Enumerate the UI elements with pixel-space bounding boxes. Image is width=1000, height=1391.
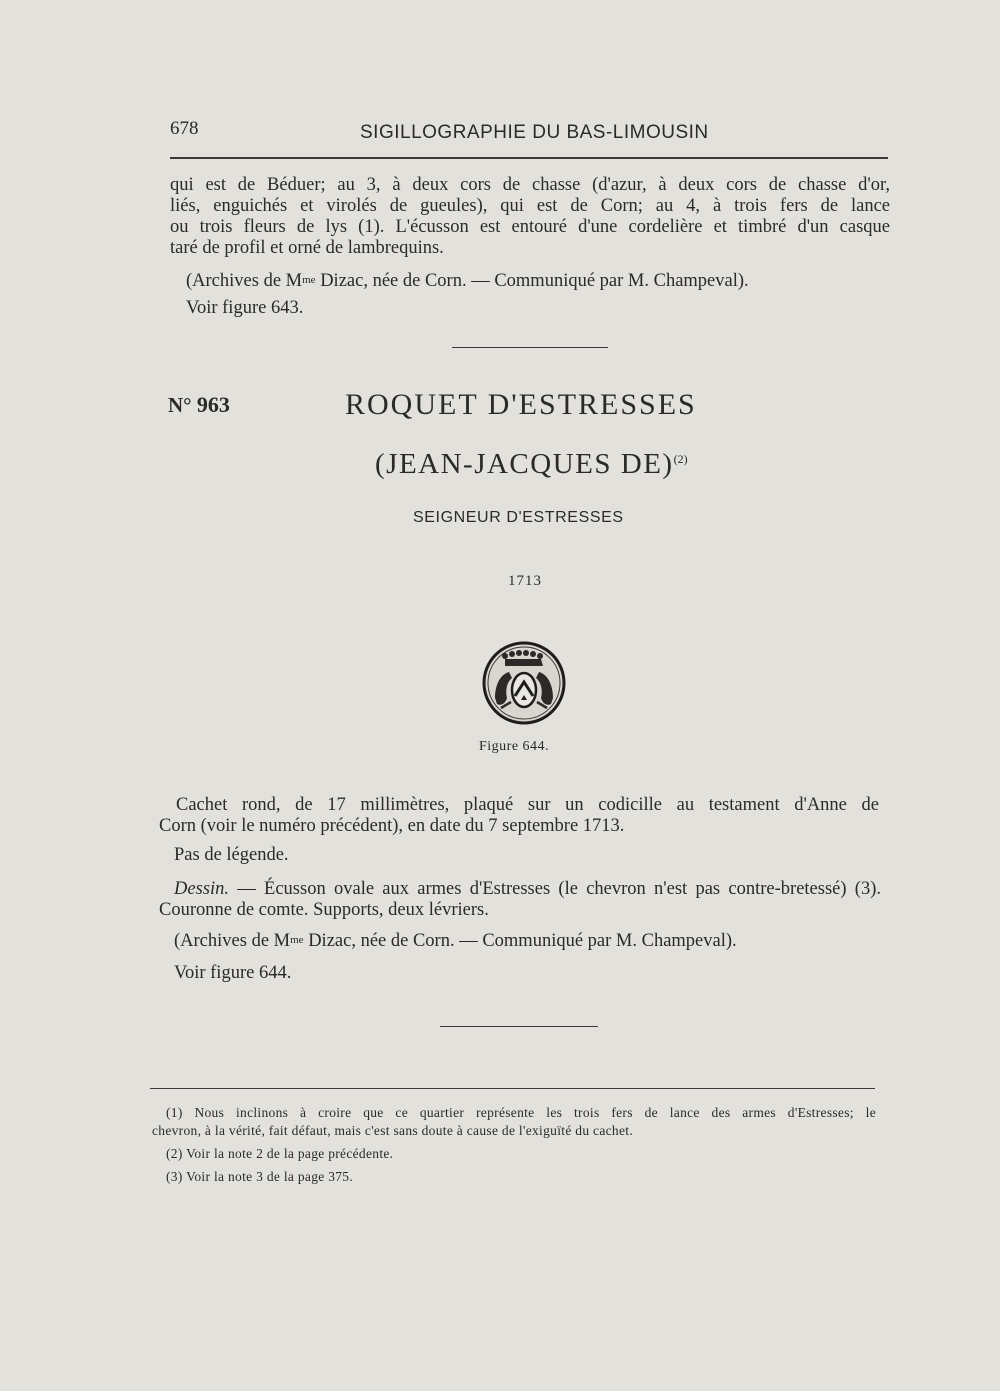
dessin-label: Dessin. [174, 879, 229, 899]
dessin-paragraph [159, 879, 881, 921]
running-title: SIGILLOGRAPHIE DU BAS-LIMOUSIN [360, 122, 709, 143]
entry-name: ROQUET D'ESTRESSES [345, 388, 697, 421]
paragraph-line: Couronne de comte. Supports, deux lévriers. [159, 900, 489, 920]
archives-citation-top: (Archives de $M^{me}$ Dizac, née de Corn. — Communiqué par M. Champeval). [186, 271, 749, 291]
paragraph-line: ou trois fleurs de lys (1). L'écusson est entouré d'une cordelière et timbré d'un casque [170, 217, 890, 237]
paragraph-line: qui est de Béduer; au 3, à deux cors de chasse (d'azur, à deux cors de chasse d'or, [170, 175, 890, 195]
seal-figure [481, 640, 567, 726]
figure-caption: Figure 644. [479, 739, 550, 754]
footnote-1 [152, 1104, 876, 1140]
footnote-2: (2) Voir la note 2 de la page précédente. [166, 1146, 394, 1161]
seal-description [159, 795, 879, 837]
entry-number: N° 963 [168, 392, 230, 417]
entry-title: SEIGNEUR D'ESTRESSES [413, 509, 624, 526]
shield-icon [512, 673, 536, 707]
section-separator [440, 1026, 598, 1027]
entry-year: 1713 [508, 573, 542, 589]
entry-subname: (JEAN-JACQUES DE)$^{(2)}$ [375, 448, 688, 480]
paragraph-line: Corn (voir le numéro précédent), en date du 7 septembre 1713. [159, 816, 625, 836]
footnote-line: chevron, à la vérité, fait défaut, mais c'est sans doute à cause de l'exiguïté du cachet. [152, 1123, 633, 1138]
legend-text: Pas de légende. [174, 845, 289, 865]
paragraph-line: liés, enguichés et virolés de gueules), qui est de Corn; au 4, à trois fers de lance [170, 196, 890, 216]
footnote-3: (3) Voir la note 3 de la page 375. [166, 1169, 354, 1184]
continuation-paragraph [170, 175, 890, 259]
archives-citation: (Archives de $M^{me}$ Dizac, née de Corn. — Communiqué par M. Champeval). [174, 931, 737, 951]
page-number: 678 [170, 118, 199, 139]
header-rule [170, 157, 888, 159]
figure-reference: Voir figure 644. [174, 963, 292, 983]
footnote-line: (1) Nous inclinons à croire que ce quartier représente les trois fers de lance des armes d'Estresses; le [166, 1105, 876, 1120]
footnote-ref: (2) [673, 452, 688, 466]
section-separator [452, 347, 608, 348]
footnote-rule [150, 1088, 875, 1089]
figure-reference-top: Voir figure 643. [186, 298, 304, 318]
paragraph-line: Dessin. — Écusson ovale aux armes d'Estresses (le chevron n'est pas contre-bretessé) (3). [174, 879, 881, 899]
paragraph-line: Cachet rond, de 17 millimètres, plaqué sur un codicille au testament d'Anne de [176, 795, 879, 815]
paragraph-line: taré de profil et orné de lambrequins. [170, 238, 444, 258]
